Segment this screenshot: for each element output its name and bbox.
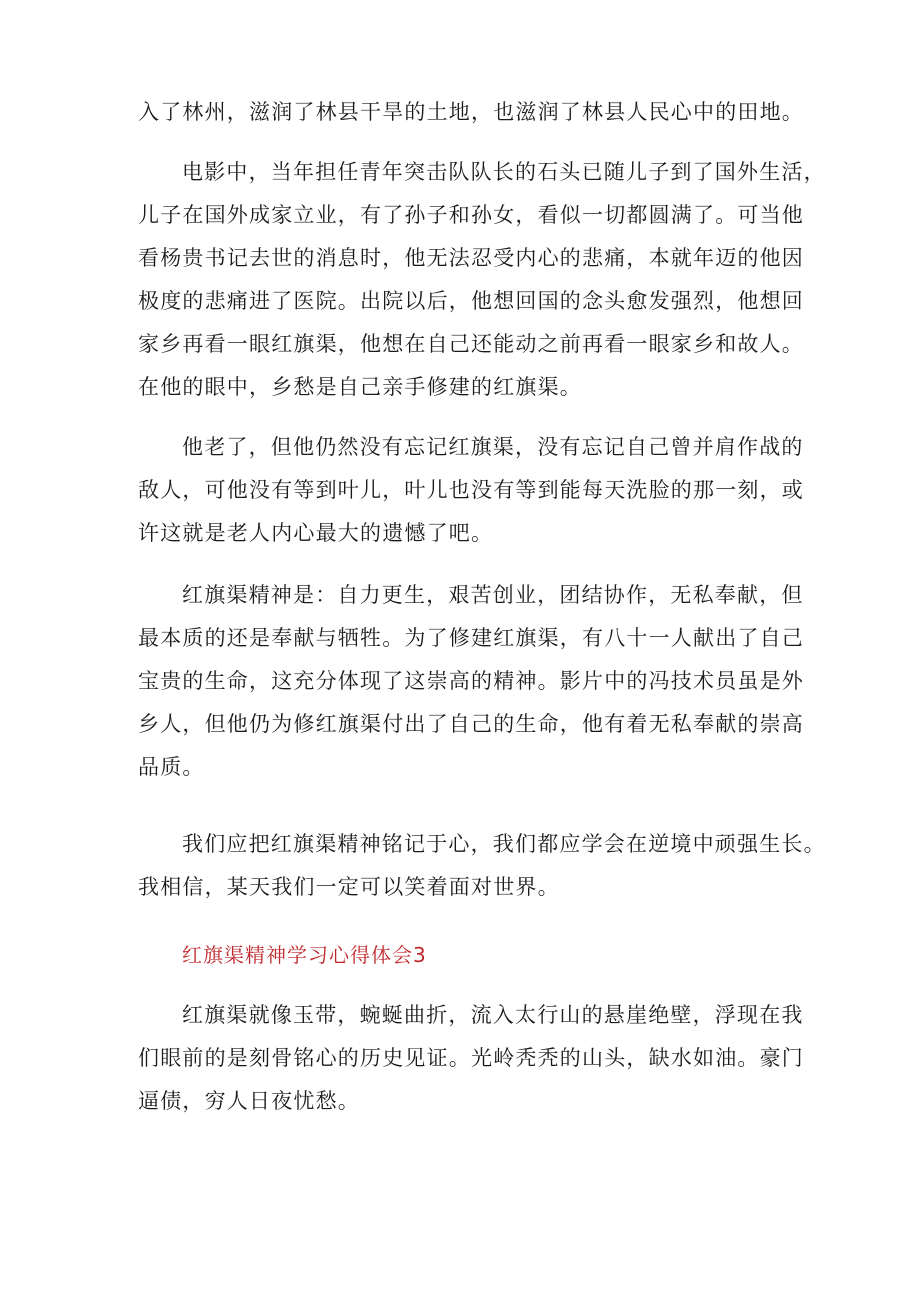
text-line: 红旗渠精神是：自力更生，艰苦创业，团结协作，无私奉献，但	[182, 583, 804, 607]
text-line: 乡人，但他仍为修红旗渠付出了自己的生命，他有着无私奉献的崇高	[138, 712, 804, 736]
text-line: 儿子在国外成家立业，有了孙子和孙女，看似一切都圆满了。可当他	[138, 203, 804, 227]
text-line: 最本质的还是奉献与牺牲。为了修建红旗渠，有八十一人献出了自己	[138, 626, 804, 650]
text-line: 他老了，但他仍然没有忘记红旗渠，没有忘记自己曾并肩作战的	[182, 435, 804, 459]
text-line: 看杨贵书记去世的消息时，他无法忍受内心的悲痛，本就年迈的他因	[138, 246, 804, 270]
text-line: 家乡再看一眼红旗渠，他想在自己还能动之前再看一眼家乡和故人。	[138, 332, 804, 356]
text-line: 我们应把红旗渠精神铭记于心，我们都应学会在逆境中顽强生长。	[182, 832, 826, 856]
text-line: 逼债，穷人日夜忧愁。	[138, 1089, 360, 1113]
text-line: 极度的悲痛进了医院。出院以后，他想回国的念头愈发强烈，他想回	[138, 289, 804, 313]
text-line: 许这就是老人内心最大的遗憾了吧。	[138, 521, 494, 545]
text-line: 敌人，可他没有等到叶儿，叶儿也没有等到能每天洗脸的那一刻，或	[138, 478, 804, 502]
text-line: 品质。	[138, 755, 205, 779]
text-line: 电影中，当年担任青年突击队队长的石头已随儿子到了国外生活，	[182, 160, 826, 184]
text-line: 在他的眼中，乡愁是自己亲手修建的红旗渠。	[138, 375, 582, 399]
text-line: 入了林州，滋润了林县干旱的土地，也滋润了林县人民心中的田地。	[138, 100, 804, 124]
section-heading: 红旗渠精神学习心得体会3	[182, 943, 427, 967]
text-line: 红旗渠就像玉带，蜿蜒曲折，流入太行山的悬崖绝壁，浮现在我	[182, 1003, 804, 1027]
text-line: 我相信，某天我们一定可以笑着面对世界。	[138, 875, 560, 899]
text-line: 宝贵的生命，这充分体现了这崇高的精神。影片中的冯技术员虽是外	[138, 669, 804, 693]
text-line: 们眼前的是刻骨铭心的历史见证。光岭秃秃的山头，缺水如油。豪门	[138, 1046, 804, 1070]
